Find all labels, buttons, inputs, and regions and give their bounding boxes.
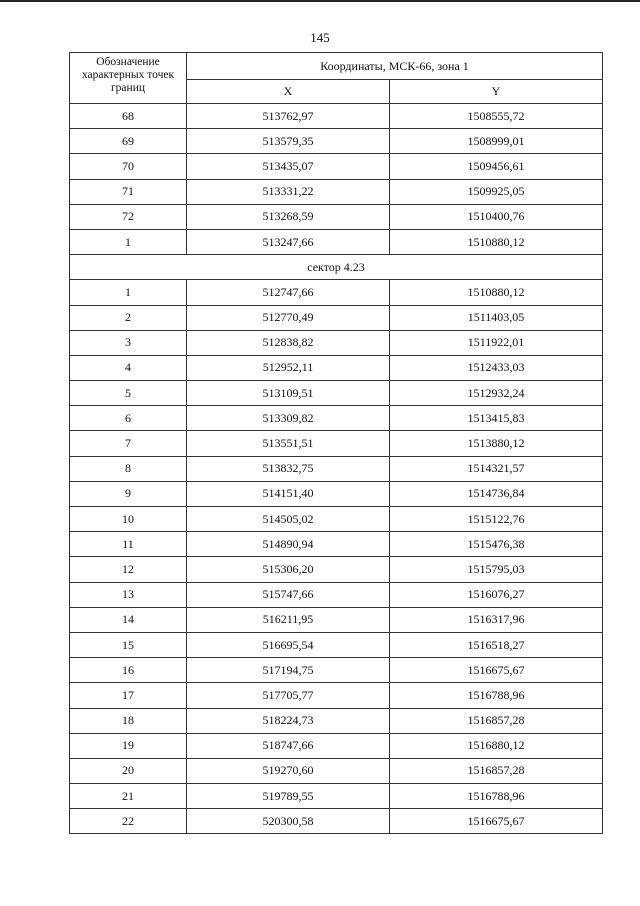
x-coordinate-cell: 514151,40 (187, 481, 390, 506)
x-coordinate-cell: 515747,66 (187, 582, 390, 607)
sector-label: сектор 4.23 (70, 255, 603, 280)
y-coordinate-cell: 1508999,01 (390, 129, 603, 154)
point-id-cell: 8 (70, 456, 187, 481)
x-coordinate-cell: 513435,07 (187, 154, 390, 179)
point-id-cell: 20 (70, 758, 187, 783)
coordinates-table (69, 52, 603, 834)
y-coordinate-cell: 1510880,12 (390, 280, 603, 305)
x-coordinate-cell: 513309,82 (187, 406, 390, 431)
table-row (70, 229, 603, 254)
table-row (70, 607, 603, 632)
table-row (70, 733, 603, 758)
y-coordinate-cell: 1510880,12 (390, 229, 603, 254)
y-coordinate-cell: 1516076,27 (390, 582, 603, 607)
point-id-cell: 71 (70, 179, 187, 204)
y-coordinate-cell: 1516675,67 (390, 809, 603, 834)
y-coordinate-cell: 1511922,01 (390, 330, 603, 355)
table-row (70, 481, 603, 506)
y-coordinate-cell: 1512433,03 (390, 355, 603, 380)
table-row (70, 154, 603, 179)
x-coordinate-cell: 514890,94 (187, 532, 390, 557)
point-id-cell: 5 (70, 381, 187, 406)
x-coordinate-cell: 513247,66 (187, 229, 390, 254)
point-id-cell: 9 (70, 481, 187, 506)
point-id-cell: 21 (70, 784, 187, 809)
y-coordinate-cell: 1514736,84 (390, 481, 603, 506)
table-row (70, 431, 603, 456)
point-id-cell: 69 (70, 129, 187, 154)
point-id-cell: 15 (70, 632, 187, 657)
table-row (70, 557, 603, 582)
table-row (70, 129, 603, 154)
table-row (70, 632, 603, 657)
x-coordinate-cell: 519270,60 (187, 758, 390, 783)
x-coordinate-cell: 516695,54 (187, 632, 390, 657)
point-id-cell: 12 (70, 557, 187, 582)
y-coordinate-cell: 1516788,96 (390, 784, 603, 809)
y-coordinate-cell: 1516857,28 (390, 708, 603, 733)
x-coordinate-cell: 518224,73 (187, 708, 390, 733)
x-coordinate-cell: 515306,20 (187, 557, 390, 582)
y-coordinate-cell: 1513880,12 (390, 431, 603, 456)
point-id-cell: 70 (70, 154, 187, 179)
point-id-cell: 68 (70, 104, 187, 129)
y-coordinate-cell: 1510400,76 (390, 204, 603, 229)
x-column-header: X (187, 80, 390, 104)
page-number: 145 (310, 30, 330, 45)
x-coordinate-cell: 512770,49 (187, 305, 390, 330)
x-coordinate-cell: 512747,66 (187, 280, 390, 305)
table-row (70, 532, 603, 557)
y-coordinate-cell: 1516675,67 (390, 658, 603, 683)
x-coordinate-cell: 512952,11 (187, 355, 390, 380)
y-coordinate-cell: 1513415,83 (390, 406, 603, 431)
point-designation-header: Обозначение характерных точек границ (70, 53, 187, 104)
point-id-cell: 13 (70, 582, 187, 607)
y-column-header: Y (390, 80, 603, 104)
y-coordinate-cell: 1516880,12 (390, 733, 603, 758)
point-id-cell: 19 (70, 733, 187, 758)
table-row (70, 683, 603, 708)
x-coordinate-cell: 516211,95 (187, 607, 390, 632)
table-row (70, 658, 603, 683)
point-id-cell: 6 (70, 406, 187, 431)
point-id-cell: 72 (70, 204, 187, 229)
point-id-cell: 4 (70, 355, 187, 380)
table-row (70, 758, 603, 783)
y-coordinate-cell: 1515795,03 (390, 557, 603, 582)
y-coordinate-cell: 1511403,05 (390, 305, 603, 330)
x-coordinate-cell: 513268,59 (187, 204, 390, 229)
point-id-cell: 3 (70, 330, 187, 355)
table-header (70, 53, 603, 104)
y-coordinate-cell: 1512932,24 (390, 381, 603, 406)
table-row (70, 104, 603, 129)
table-row (70, 582, 603, 607)
point-id-cell: 22 (70, 809, 187, 834)
point-id-cell: 2 (70, 305, 187, 330)
table-row (70, 784, 603, 809)
point-id-cell: 14 (70, 607, 187, 632)
table-row (70, 708, 603, 733)
x-coordinate-cell: 519789,55 (187, 784, 390, 809)
table-row (70, 330, 603, 355)
point-id-cell: 10 (70, 507, 187, 532)
x-coordinate-cell: 513832,75 (187, 456, 390, 481)
y-coordinate-cell: 1515476,38 (390, 532, 603, 557)
table-row (70, 406, 603, 431)
y-coordinate-cell: 1516518,27 (390, 632, 603, 657)
point-id-cell: 1 (70, 280, 187, 305)
table-row (70, 355, 603, 380)
y-coordinate-cell: 1515122,76 (390, 507, 603, 532)
table-row (70, 204, 603, 229)
y-coordinate-cell: 1508555,72 (390, 104, 603, 129)
y-coordinate-cell: 1516317,96 (390, 607, 603, 632)
table-row (70, 179, 603, 204)
y-coordinate-cell: 1514321,57 (390, 456, 603, 481)
x-coordinate-cell: 513762,97 (187, 104, 390, 129)
page-top-border (0, 0, 640, 2)
sector-row (70, 255, 603, 280)
y-coordinate-cell: 1516788,96 (390, 683, 603, 708)
x-coordinate-cell: 513109,51 (187, 381, 390, 406)
x-coordinate-cell: 512838,82 (187, 330, 390, 355)
point-id-cell: 7 (70, 431, 187, 456)
coordinate-system-header: Координаты, МСК-66, зона 1 (187, 53, 603, 80)
table-row (70, 381, 603, 406)
x-coordinate-cell: 517194,75 (187, 658, 390, 683)
point-id-cell: 18 (70, 708, 187, 733)
y-coordinate-cell: 1509925,05 (390, 179, 603, 204)
point-id-cell: 16 (70, 658, 187, 683)
x-coordinate-cell: 513331,22 (187, 179, 390, 204)
point-id-cell: 1 (70, 229, 187, 254)
x-coordinate-cell: 514505,02 (187, 507, 390, 532)
table-row (70, 280, 603, 305)
point-id-cell: 11 (70, 532, 187, 557)
point-id-cell: 17 (70, 683, 187, 708)
table-row (70, 456, 603, 481)
table-body (70, 104, 603, 834)
x-coordinate-cell: 517705,77 (187, 683, 390, 708)
y-coordinate-cell: 1509456,61 (390, 154, 603, 179)
table-row (70, 809, 603, 834)
x-coordinate-cell: 518747,66 (187, 733, 390, 758)
x-coordinate-cell: 513579,35 (187, 129, 390, 154)
table-row (70, 305, 603, 330)
table-row (70, 507, 603, 532)
x-coordinate-cell: 520300,58 (187, 809, 390, 834)
x-coordinate-cell: 513551,51 (187, 431, 390, 456)
y-coordinate-cell: 1516857,28 (390, 758, 603, 783)
